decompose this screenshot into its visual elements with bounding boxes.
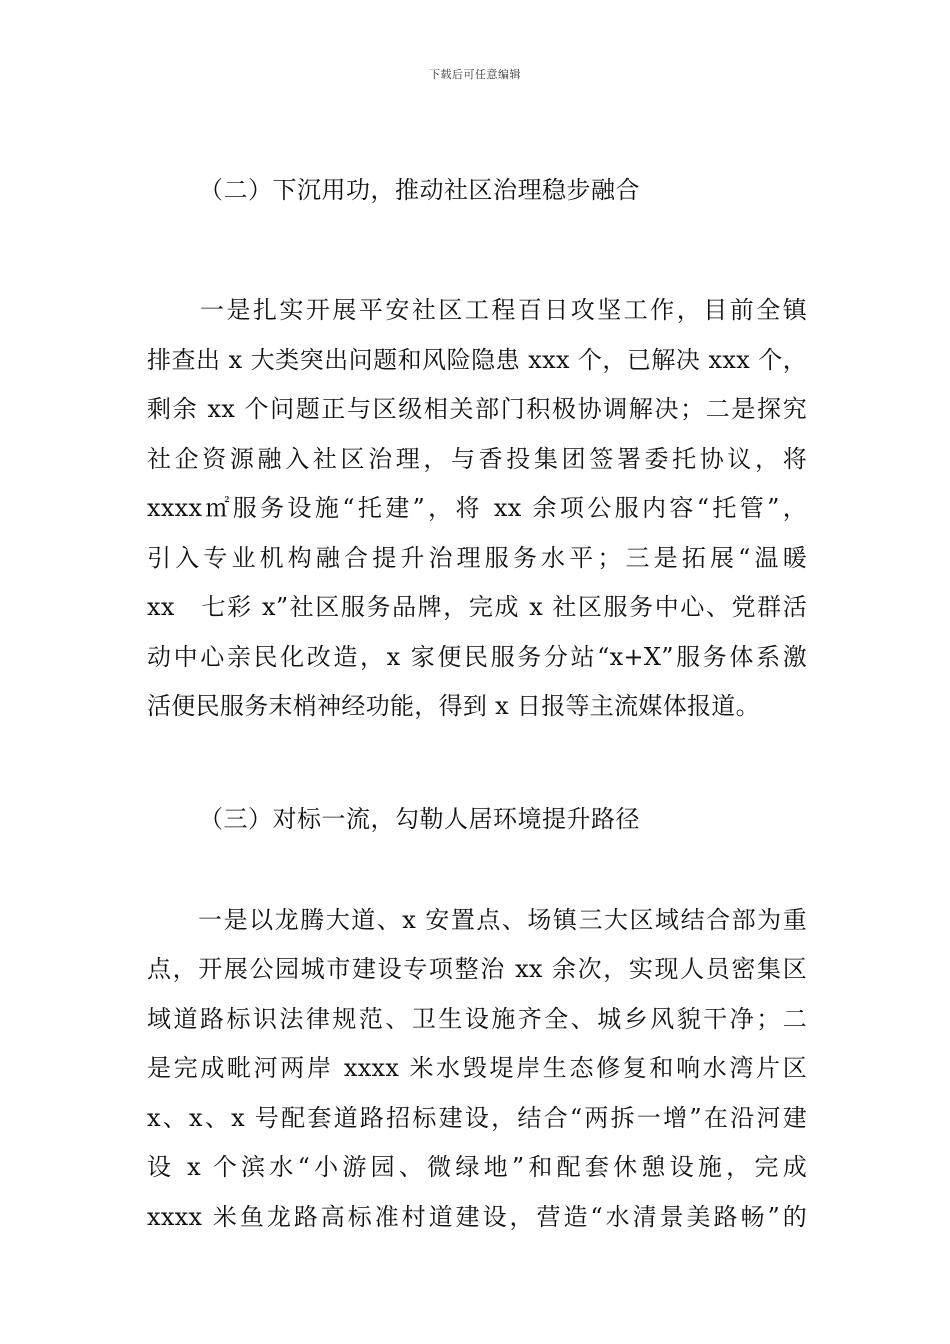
paragraph-line: 活便民服务末梢神经功能，得到 x 日报等主流媒体报道。 bbox=[147, 692, 760, 720]
paragraph-line: xx 七彩 x”社区服务品牌，完成 x 社区服务中心、党群活 bbox=[147, 593, 807, 621]
paragraph-line: xxxx㎡服务设施“托建”，将 xx 余项公服内容“托管”， bbox=[147, 494, 807, 522]
paragraph-line: 引入专业机构融合提升治理服务水平；三是拓展“温暖 bbox=[147, 543, 807, 572]
page-header: 下载后可任意编辑 bbox=[429, 68, 521, 81]
paragraph-line: 域道路标识法律规范、卫生设施齐全、城乡风貌干净；二 bbox=[147, 1004, 807, 1033]
paragraph-line: 一是以龙腾大道、x 安置点、场镇三大区域结合部为重 bbox=[147, 905, 807, 934]
section-heading: （二）下沉用功，推动社区治理稳步融合 bbox=[199, 176, 640, 204]
paragraph-line: 动中心亲民化改造，x 家便民服务分站“x+X”服务体系激 bbox=[147, 642, 807, 671]
paragraph bbox=[147, 896, 807, 1243]
paragraph-line: xxxx 米鱼龙路高标准村道建设，营造“水清景美路畅”的 bbox=[147, 1202, 807, 1231]
paragraph bbox=[147, 286, 807, 732]
paragraph-line: 设 x 个滨水“小游园、微绿地”和配套休憩设施，完成 bbox=[147, 1153, 807, 1181]
paragraph-line: 排查出 x 大类突出问题和风险隐患 xxx 个，已解决 xxx 个， bbox=[147, 345, 807, 374]
paragraph-line: 社企资源融入社区治理，与香投集团签署委托协议，将 bbox=[147, 444, 807, 473]
spacer bbox=[147, 210, 807, 286]
spacer bbox=[147, 839, 807, 896]
paragraph-line: x、x、x 号配套道路招标建设，结合“两拆一增”在沿河建 bbox=[147, 1103, 807, 1132]
paragraph-line: 点，开展公园城市建设专项整治 xx 余次，实现人员密集区 bbox=[147, 955, 807, 983]
section-heading: （三）对标一流，勾勒人居环境提升路径 bbox=[199, 804, 640, 833]
paragraph-line: 一是扎实开展平安社区工程百日攻坚工作，目前全镇 bbox=[147, 296, 807, 324]
paragraph-line: 是完成毗河两岸 xxxx 米水毁堤岸生态修复和响水湾片区 bbox=[147, 1054, 807, 1082]
paragraph-line: 剩余 xx 个问题正与区级相关部门积极协调解决；二是探究 bbox=[147, 395, 807, 423]
spacer bbox=[147, 732, 807, 799]
document-body bbox=[147, 170, 807, 1242]
